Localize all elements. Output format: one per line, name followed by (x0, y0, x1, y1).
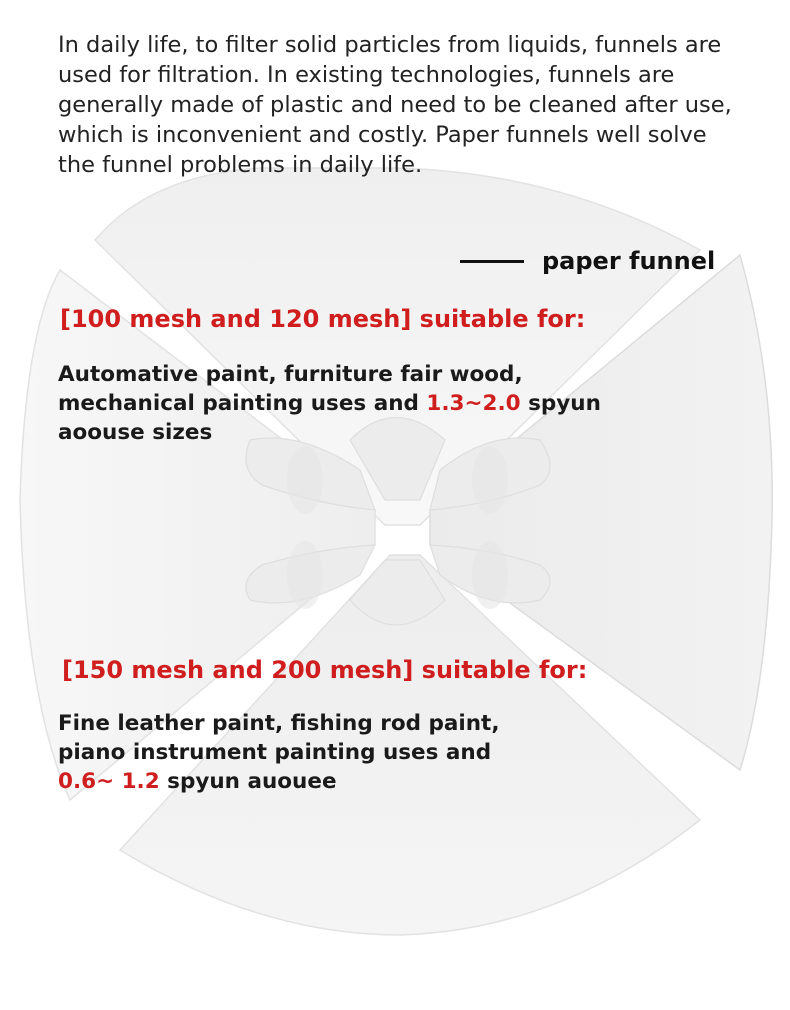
intro-line: the funnel problems in daily life. (58, 152, 423, 178)
section2-line (58, 767, 500, 796)
section1-description (58, 360, 601, 447)
section1-size-range: 1.3~2.0 (426, 391, 521, 416)
section2-line: piano instrument painting uses and (58, 740, 492, 765)
section1-text: spyun (520, 391, 601, 416)
intro-line: In daily life, to filter solid particles from liquids, funnels are (58, 32, 722, 58)
intro-line: which is inconvenient and costly. Paper funnels well solve (58, 122, 707, 148)
section1-line: Automative paint, furniture fair wood, (58, 362, 523, 387)
caption-dash (460, 260, 524, 263)
section2-size-range: 0.6~ 1.2 (58, 769, 160, 794)
section2-text: spyun auouee (159, 769, 337, 794)
product-caption (460, 244, 715, 278)
section1-heading: [100 mesh and 120 mesh] suitable for: (60, 305, 586, 333)
section1-line (58, 389, 601, 418)
section1-line: aoouse sizes (58, 420, 213, 445)
caption-text: paper funnel (542, 247, 716, 275)
intro-line: generally made of plastic and need to be cleaned after use, (58, 92, 732, 118)
intro-line: used for filtration. In existing technologies, funnels are (58, 62, 675, 88)
section2-heading: [150 mesh and 200 mesh] suitable for: (62, 656, 588, 684)
section2-line: Fine leather paint, fishing rod paint, (58, 711, 500, 736)
section2-description (58, 709, 500, 796)
intro-paragraph (58, 30, 758, 180)
section1-text: mechanical painting uses and (58, 391, 427, 416)
